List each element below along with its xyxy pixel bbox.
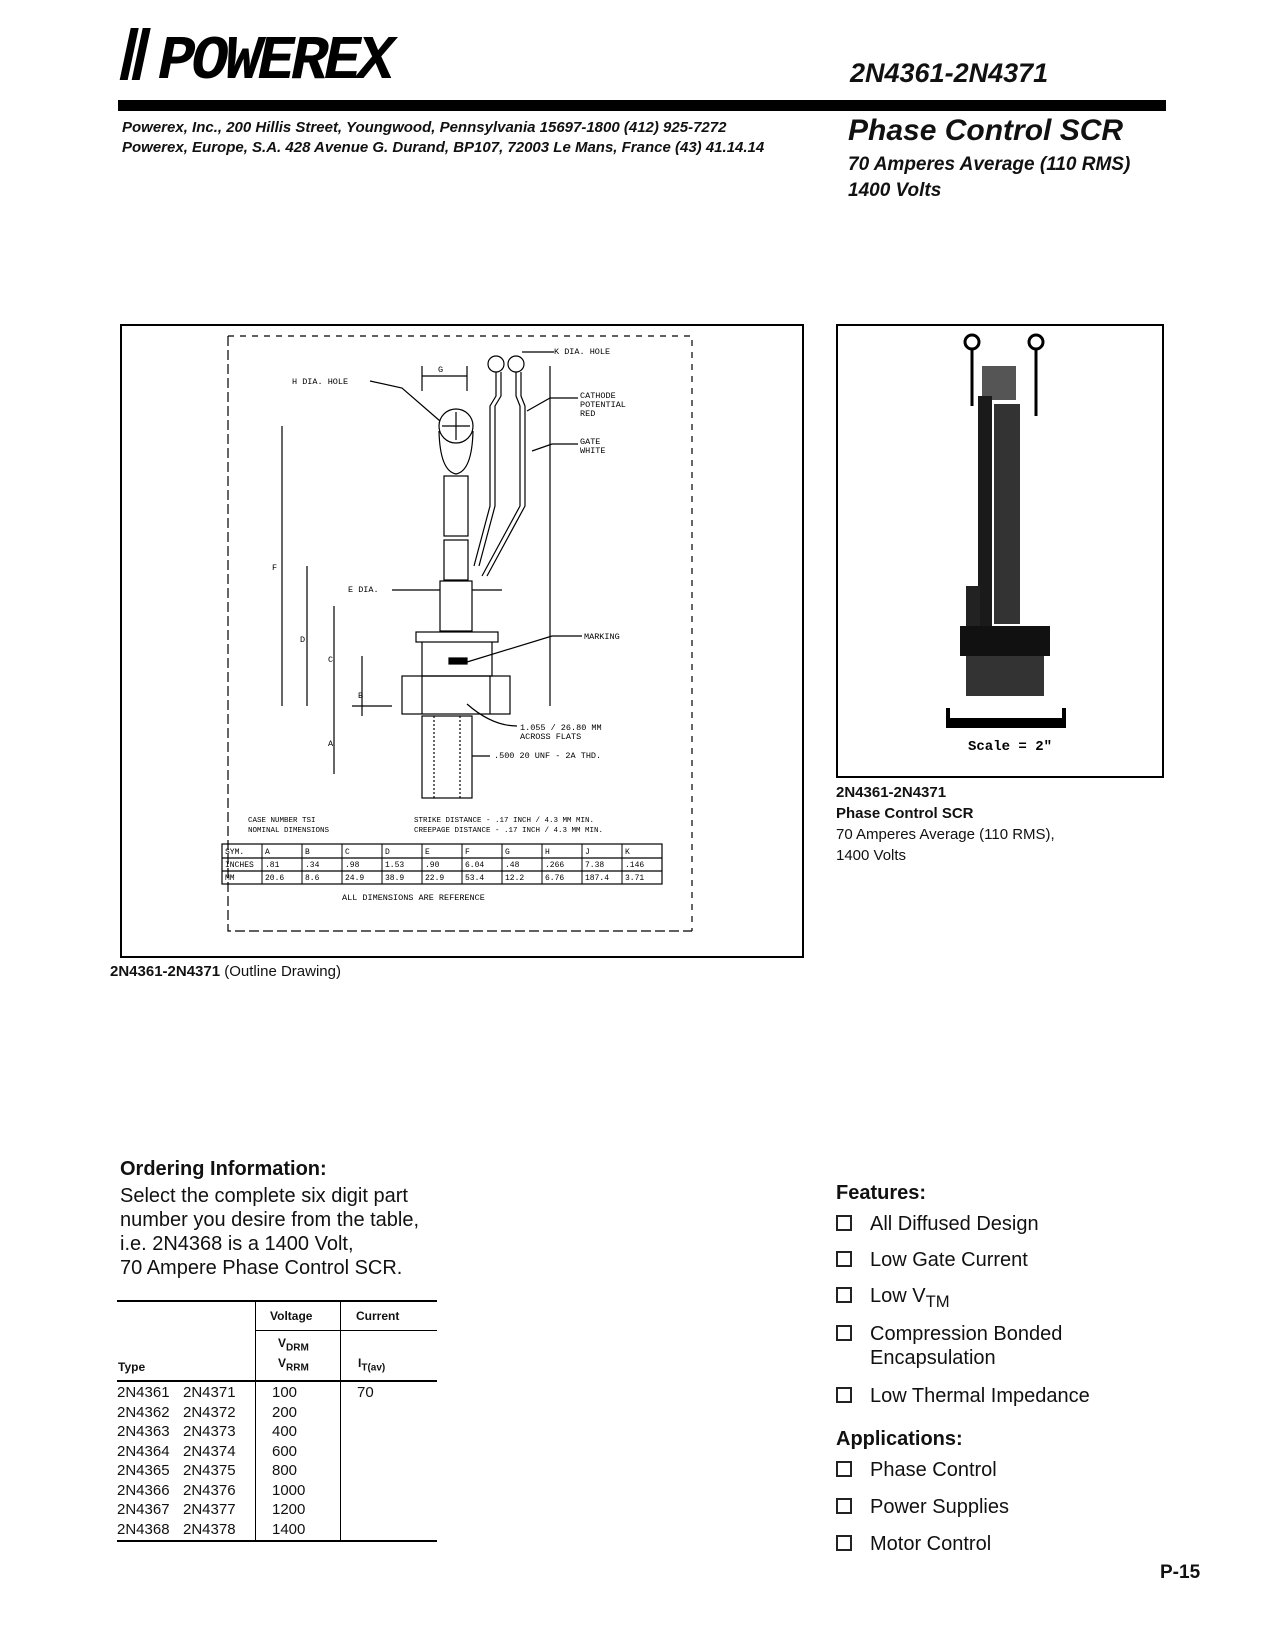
checkbox-icon (836, 1215, 852, 1231)
outline-drawing (122, 326, 802, 956)
dim-table-cell: E (425, 848, 430, 857)
label-dim-f: F (272, 563, 278, 573)
type-b: 2N4377 (183, 1501, 236, 1518)
feature-item: Low $V_{TM}$ (836, 1284, 1090, 1322)
application-item: Power Supplies (836, 1495, 1009, 1532)
checkbox-icon (836, 1535, 852, 1551)
label-dim-a: A (328, 739, 334, 749)
dim-table-cell: A (265, 848, 270, 857)
dim-table-cell: 53.4 (465, 874, 485, 883)
table-row (117, 1462, 437, 1482)
dim-table-cell: F (465, 848, 470, 857)
label-dim-b: B (358, 691, 364, 701)
product-subtitle (848, 152, 1130, 204)
ordering-line-1: Select the complete six digit part (120, 1185, 408, 1207)
type-a: 2N4362 (117, 1403, 170, 1421)
address-block (122, 118, 764, 158)
dim-table-cell: 8.6 (305, 874, 320, 883)
dim-table-cell: 3.71 (625, 874, 645, 883)
applications-heading: Applications: (836, 1428, 963, 1450)
dim-table-cell: .34 (305, 861, 320, 870)
dim-table-cell: SYM. (225, 848, 245, 857)
dim-table-cell: H (545, 848, 550, 857)
voltage-value: 400 (272, 1423, 298, 1440)
label-cathode-3: RED (580, 409, 596, 419)
feature-item: Compression Bonded Encapsulation (836, 1322, 1090, 1384)
header-it: $I_{T(av)}$ (358, 1356, 386, 1374)
voltage-value: 100 (272, 1384, 298, 1401)
header-current: Current (356, 1309, 400, 1323)
table-row (117, 1501, 437, 1521)
label-gate-2: WHITE (580, 446, 606, 456)
checkbox-icon (836, 1251, 852, 1267)
address-europe: Powerex, Europe, S.A. 428 Avenue G. Durand, BP107, 72003 Le Mans, France (43) 41.14.14 (122, 139, 765, 156)
label-k-dia: K DIA. HOLE (554, 347, 611, 357)
label-gate: GATE (580, 437, 601, 447)
label-thread: .500 20 UNF - 2A THD. (494, 751, 602, 761)
strike-distance: STRIKE DISTANCE - .17 INCH / 4.3 MM MIN. (414, 817, 595, 825)
type-a: 2N4361 (117, 1384, 170, 1401)
ordering-line-2: number you desire from the table, (120, 1209, 420, 1231)
dim-table-cell: C (345, 848, 350, 857)
checkbox-icon (836, 1387, 852, 1403)
checkbox-icon (836, 1498, 852, 1514)
label-dim-d: D (300, 635, 306, 645)
table-row (117, 1423, 437, 1443)
dim-table-cell: .266 (545, 861, 565, 870)
outline-drawing-frame (120, 324, 804, 958)
application-item: Phase Control (836, 1458, 1009, 1495)
type-b: 2N4373 (183, 1423, 236, 1440)
ordering-heading: Ordering Information: (120, 1158, 327, 1180)
table-top-rule (117, 1300, 437, 1302)
table-row (117, 1521, 437, 1541)
dim-table-cell: 187.4 (585, 874, 610, 883)
voltage-value: 1400 (272, 1520, 306, 1538)
type-b: 2N4374 (183, 1442, 236, 1460)
header-type: Type (118, 1360, 146, 1374)
dim-table-cell: 24.9 (345, 874, 365, 883)
ordering-line-4: 70 Ampere Phase Control SCR. (120, 1257, 403, 1279)
type-a: 2N4363 (117, 1423, 170, 1440)
feature-item: Low Gate Current (836, 1248, 1090, 1284)
type-b: 2N4372 (183, 1403, 236, 1421)
checkbox-icon (836, 1461, 852, 1477)
subtitle-voltage: 1400 Volts (848, 180, 942, 201)
device-photo-frame (836, 324, 1164, 778)
ordering-line-3: i.e. 2N4368 is a 1400 Volt, (120, 1233, 354, 1255)
type-a: 2N4364 (117, 1442, 170, 1460)
dim-table-cell: .90 (425, 861, 440, 870)
dim-table-cell: 6.04 (465, 861, 485, 870)
voltage-value: 1000 (272, 1481, 306, 1499)
table-row (117, 1443, 437, 1463)
label-dim-c: C (328, 655, 334, 665)
case-number: CASE NUMBER TSI (248, 817, 316, 825)
device-photo (838, 326, 1162, 776)
photo-caption-part: 2N4361-2N4371 (836, 784, 947, 801)
application-item: Motor Control (836, 1532, 1009, 1569)
dim-table-cell: 1.53 (385, 861, 405, 870)
part-range-header: 2N4361-2N4371 (850, 58, 1049, 88)
type-a: 2N4365 (117, 1462, 170, 1479)
nominal-dims: NOMINAL DIMENSIONS (248, 827, 330, 835)
label-marking: MARKING (584, 632, 620, 642)
type-b: 2N4378 (183, 1520, 236, 1538)
dim-table-cell: .146 (625, 861, 645, 870)
dim-table-cell: G (505, 848, 510, 857)
dim-table-cell: 22.9 (425, 874, 445, 883)
features-heading: Features: (836, 1182, 927, 1204)
dim-table-cell: 12.2 (505, 874, 525, 883)
dimension-table (225, 844, 644, 884)
header-vrrm: $V_{RRM}$ (278, 1356, 309, 1374)
ordering-text (120, 1184, 419, 1280)
brand-name: POWEREX (158, 26, 391, 86)
powerex-logo (118, 22, 418, 86)
dim-table-cell: J (585, 848, 590, 857)
product-title: Phase Control SCR (848, 114, 1124, 147)
feature-item: All Diffused Design (836, 1212, 1090, 1248)
voltage-value: 1200 (272, 1501, 306, 1518)
photo-caption-current: 70 Amperes Average (110 RMS), (836, 826, 1055, 843)
header-voltage: Voltage (270, 1309, 313, 1323)
label-h-dia: H DIA. HOLE (292, 377, 349, 387)
subtitle-current: 70 Amperes Average (110 RMS) (848, 154, 1131, 175)
label-e-dia: E DIA. (348, 585, 379, 595)
current-value: 70 (357, 1384, 374, 1401)
address-us: Powerex, Inc., 200 Hillis Street, Youngwood, Pennsylvania 15697-1800 (412) 925-7272 (122, 119, 727, 136)
dim-table-cell: D (385, 848, 390, 857)
table-row (117, 1404, 437, 1424)
creepage-distance: CREEPAGE DISTANCE - .17 INCH / 4.3 MM MIN. (414, 827, 604, 835)
table-header-bottom-rule (117, 1380, 437, 1382)
dim-table-cell: MM (225, 874, 235, 883)
page-number: P-15 (1160, 1562, 1201, 1583)
type-a: 2N4366 (117, 1481, 170, 1499)
dim-table-cell: 20.6 (265, 874, 285, 883)
dim-table-cell: 7.38 (585, 861, 605, 870)
table-header-rule (255, 1330, 437, 1331)
table-row (117, 1482, 437, 1502)
label-flats-2: ACROSS FLATS (520, 732, 582, 742)
type-a: 2N4368 (117, 1520, 170, 1538)
label-g: G (438, 365, 444, 375)
voltage-value: 200 (272, 1403, 298, 1421)
dim-table-cell: INCHES (225, 861, 254, 870)
feature-item: Low Thermal Impedance (836, 1384, 1090, 1420)
voltage-value: 600 (272, 1442, 298, 1460)
header-vdrm: $V_{DRM}$ (278, 1336, 309, 1354)
scale-label: Scale = 2" (968, 739, 1053, 755)
header-rule (118, 100, 1166, 111)
type-a: 2N4367 (117, 1501, 170, 1518)
checkbox-icon (836, 1287, 852, 1303)
dim-table-cell: 38.9 (385, 874, 405, 883)
features-list (836, 1212, 1090, 1420)
photo-caption-title: Phase Control SCR (836, 805, 974, 822)
dim-table-cell: B (305, 848, 310, 857)
type-b: 2N4376 (183, 1481, 236, 1499)
label-flats: 1.055 / 26.80 MM (520, 723, 602, 733)
dim-table-cell: .98 (345, 861, 360, 870)
voltage-value: 800 (272, 1462, 298, 1479)
dim-table-cell: .48 (505, 861, 520, 870)
type-b: 2N4375 (183, 1462, 236, 1479)
photo-caption-voltage: 1400 Volts (836, 847, 907, 864)
outline-caption: 2N4361-2N4371 (Outline Drawing) (110, 963, 341, 980)
dim-table-cell: K (625, 848, 630, 857)
label-cathode-2: POTENTIAL (580, 400, 626, 410)
type-b: 2N4371 (183, 1384, 236, 1401)
photo-caption (836, 782, 1055, 866)
checkbox-icon (836, 1325, 852, 1341)
applications-list (836, 1458, 1009, 1569)
dim-table-cell: .81 (265, 861, 280, 870)
table-row (117, 1384, 437, 1404)
dim-table-cell: 6.76 (545, 874, 565, 883)
dims-reference-note: ALL DIMENSIONS ARE REFERENCE (342, 893, 485, 903)
label-cathode: CATHODE (580, 391, 616, 401)
